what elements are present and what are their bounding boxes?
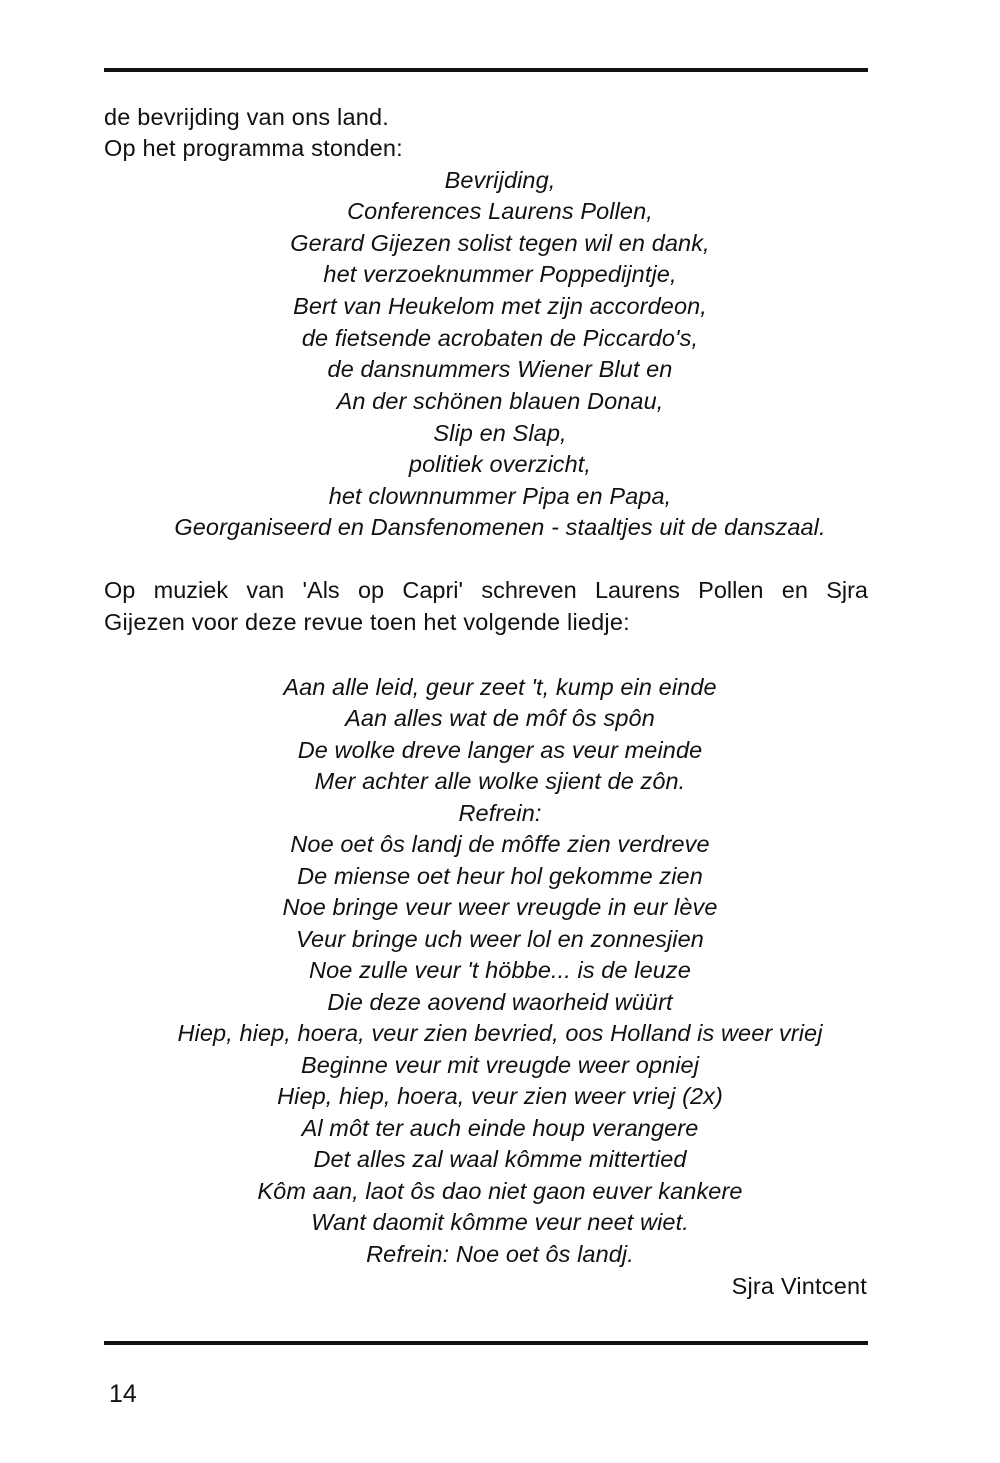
song-line: Hiep, hiep, hoera, veur zien bevried, oos Holland is weer vriej (177, 1020, 823, 1046)
intro-line-1: de bevrijding van ons land. (104, 104, 389, 130)
word: schreven (481, 577, 577, 603)
word: 'Als (302, 577, 340, 603)
word: Capri' (402, 577, 464, 603)
word: muziek (153, 577, 229, 603)
song-line: Noe oet ôs landj de môffe zien verdreve (290, 831, 710, 857)
word: Laurens (594, 577, 680, 603)
word: op (357, 577, 385, 603)
song-refrain-label: Refrein: (458, 800, 542, 826)
song-line: Beginne veur mit vreugde weer opniej (300, 1052, 700, 1078)
song-line: Hiep, hiep, hoera, veur zien weer vriej (2x) (277, 1083, 723, 1109)
word: Sjra (826, 577, 868, 603)
program-item: de dansnummers Wiener Blut en (327, 356, 673, 382)
paragraph-line-2: Gijezen voor deze revue toen het volgende liedje: (104, 609, 630, 635)
song-line: Aan alles wat de môf ôs spôn (345, 705, 655, 731)
song-line: Die deze aovend waorheid wüürt (327, 989, 673, 1015)
program-item: Bevrijding, (444, 167, 556, 193)
bottom-rule (104, 1341, 868, 1345)
word: en (781, 577, 808, 603)
song-line: Noe bringe veur weer vreugde in eur lève (282, 894, 718, 920)
paragraph-line-1 (104, 575, 868, 606)
song-line: Det alles zal waal kômme mittertied (313, 1146, 687, 1172)
program-item: Bert van Heukelom met zijn accordeon, (293, 293, 707, 319)
program-item: het clownnummer Pipa en Papa, (328, 483, 672, 509)
word: Pollen (698, 577, 764, 603)
top-rule (104, 68, 868, 72)
page-number: 14 (109, 1380, 137, 1408)
word: Op (104, 577, 136, 603)
word: van (246, 577, 285, 603)
song-line: Kôm aan, laot ôs dao niet gaon euver kankere (257, 1178, 743, 1204)
intro-line-2: Op het programma stonden: (104, 135, 403, 161)
program-item: politiek overzicht, (408, 451, 592, 477)
program-item: Slip en Slap, (433, 420, 567, 446)
song-refrain-line: Refrein: Noe oet ôs landj. (366, 1241, 634, 1267)
song-line: Want daomit kômme veur neet wiet. (311, 1209, 689, 1235)
song-line: De miense oet heur hol gekomme zien (297, 863, 703, 889)
song-line: De wolke dreve langer as veur meinde (297, 737, 703, 763)
program-item: Gerard Gijezen solist tegen wil en dank, (290, 230, 710, 256)
song-line: Aan alle leid, geur zeet 't, kump ein einde (283, 674, 717, 700)
song-line: Al môt ter auch einde houp verangere (301, 1115, 699, 1141)
song-line: Mer achter alle wolke sjient de zôn. (314, 768, 686, 794)
program-item: de fietsende acrobaten de Piccardo's, (301, 325, 699, 351)
program-item: Conferences Laurens Pollen, (347, 198, 653, 224)
signature: Sjra Vintcent (731, 1273, 867, 1299)
program-item: het verzoeknummer Poppedijntje, (323, 261, 677, 287)
program-item: An der schönen blauen Donau, (336, 388, 664, 414)
song-line: Veur bringe uch weer lol en zonnesjien (296, 926, 704, 952)
song-line: Noe zulle veur 't höbbe... is de leuze (309, 957, 691, 983)
program-item: Georganiseerd en Dansfenomenen - staaltjes uit de danszaal. (174, 514, 826, 540)
